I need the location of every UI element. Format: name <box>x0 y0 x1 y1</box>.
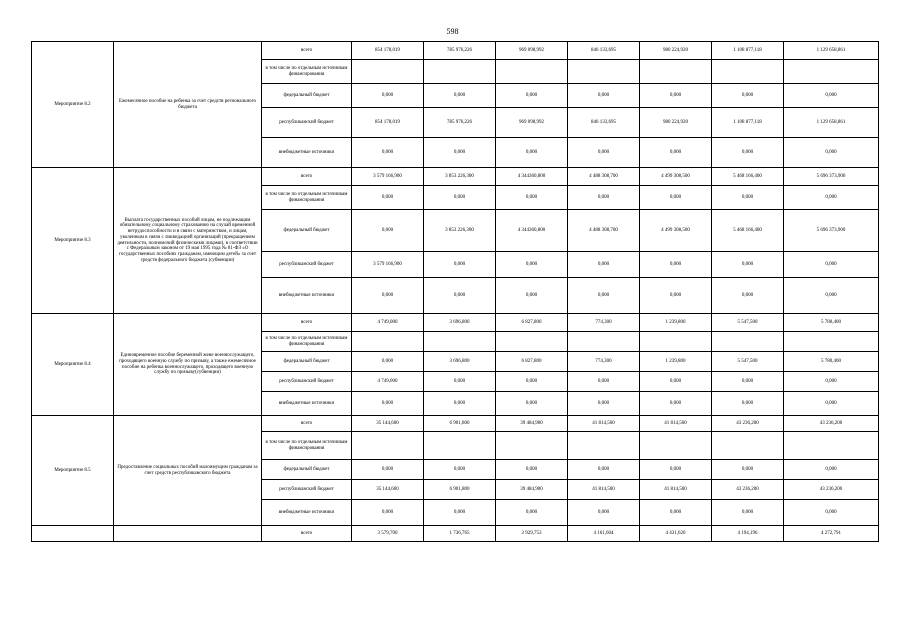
value-cell: 43 236,200 <box>784 480 879 500</box>
value-cell: 3 929,753 <box>496 526 568 542</box>
value-cell: 0,000 <box>496 460 568 480</box>
value-cell: 5 468 166,400 <box>712 210 784 252</box>
value-cell: 4 488 308,700 <box>568 168 640 186</box>
value-cell: 3 579,700 <box>352 526 424 542</box>
value-cell: 0,000 <box>568 84 640 108</box>
value-cell: 0,000 <box>568 278 640 314</box>
value-cell: 0,000 <box>424 138 496 168</box>
description-cell <box>114 526 262 542</box>
value-cell: 4 194,196 <box>712 526 784 542</box>
value-cell: 0,000 <box>712 460 784 480</box>
value-cell: 0,000 <box>784 500 879 526</box>
value-cell: 0,000 <box>352 186 424 210</box>
source-label-cell: внебюджетные источники <box>262 392 352 416</box>
source-label-cell: всего <box>262 314 352 332</box>
value-cell: 0,000 <box>352 460 424 480</box>
value-cell: 4 161,604 <box>568 526 640 542</box>
value-cell: 0,000 <box>424 372 496 392</box>
value-cell: 5 468 166,400 <box>712 168 784 186</box>
value-cell: 0,000 <box>424 500 496 526</box>
description-cell: Ежемесячное пособие на ребенка за счет средств регионального бюджета <box>114 42 262 168</box>
value-cell <box>712 432 784 460</box>
source-label-cell: республиканский бюджет <box>262 108 352 138</box>
source-label-cell: федеральный бюджет <box>262 352 352 372</box>
source-label-cell: в том числе по отдельным источникам финансирования <box>262 60 352 84</box>
value-cell: 0,000 <box>424 84 496 108</box>
source-label-cell: федеральный бюджет <box>262 84 352 108</box>
value-cell: 0,000 <box>496 392 568 416</box>
value-cell <box>496 432 568 460</box>
value-cell: 0,000 <box>568 186 640 210</box>
measure-cell: Мероприятие 8.5 <box>32 416 114 526</box>
value-cell: 1 108 877,118 <box>712 42 784 60</box>
value-cell <box>712 332 784 352</box>
source-label-cell: республиканский бюджет <box>262 372 352 392</box>
measure-cell <box>32 526 114 542</box>
value-cell: 0,000 <box>784 252 879 278</box>
value-cell: 5 547,500 <box>712 352 784 372</box>
value-cell <box>784 60 879 84</box>
value-cell: 5 696 373,900 <box>784 168 879 186</box>
value-cell: 4 499 308,500 <box>640 168 712 186</box>
value-cell <box>424 332 496 352</box>
value-cell <box>640 432 712 460</box>
value-cell: 3 579 166,900 <box>352 252 424 278</box>
table-row <box>32 526 879 542</box>
value-cell: 4 344360,800 <box>496 210 568 252</box>
value-cell: 35 144,600 <box>352 480 424 500</box>
value-cell <box>352 332 424 352</box>
value-cell: 41 814,500 <box>640 480 712 500</box>
value-cell: 1 129 658,861 <box>784 108 879 138</box>
source-label-cell: федеральный бюджет <box>262 210 352 252</box>
value-cell: 0,000 <box>352 84 424 108</box>
value-cell: 0,000 <box>784 392 879 416</box>
value-cell: 3 853 226,300 <box>424 168 496 186</box>
value-cell: 0,000 <box>496 138 568 168</box>
measure-cell: Мероприятие 8.2 <box>32 42 114 168</box>
value-cell: 0,000 <box>352 500 424 526</box>
description-cell: Единовременное пособие беременной жене военнослужащего, проходящего военную службу по призыву, а также ежемесячное пособие на ребенка военнослужащего, проходящего военную службу по призыву(субвенции) <box>114 314 262 416</box>
value-cell <box>352 60 424 84</box>
value-cell: 43 236,200 <box>712 480 784 500</box>
value-cell: 3 696,800 <box>424 314 496 332</box>
value-cell: 0,000 <box>424 186 496 210</box>
value-cell: 3 696,800 <box>424 352 496 372</box>
page-number: 598 <box>446 27 459 36</box>
source-label-cell: республиканский бюджет <box>262 252 352 278</box>
value-cell: 0,000 <box>712 84 784 108</box>
value-cell: 0,000 <box>640 252 712 278</box>
value-cell: 41 814,500 <box>568 480 640 500</box>
value-cell: 0,000 <box>568 138 640 168</box>
value-cell: 969 098,992 <box>496 108 568 138</box>
table-row <box>32 168 879 186</box>
value-cell: 6 827,800 <box>496 314 568 332</box>
value-cell: 6 827,800 <box>496 352 568 372</box>
value-cell <box>496 332 568 352</box>
value-cell: 39 484,900 <box>496 480 568 500</box>
value-cell: 980 224,920 <box>640 42 712 60</box>
value-cell: 5 780,400 <box>784 352 879 372</box>
value-cell <box>784 432 879 460</box>
value-cell: 0,000 <box>352 210 424 252</box>
value-cell: 6 901,800 <box>424 480 496 500</box>
value-cell: 785 976,226 <box>424 108 496 138</box>
table-row <box>32 314 879 332</box>
description-cell: Предоставление социальных пособий малоимущим гражданам за счет средств республиканского бюджета <box>114 416 262 526</box>
value-cell: 0,000 <box>496 278 568 314</box>
value-cell: 0,000 <box>640 460 712 480</box>
source-label-cell: внебюджетные источники <box>262 500 352 526</box>
value-cell: 0,000 <box>496 84 568 108</box>
value-cell: 0,000 <box>640 138 712 168</box>
value-cell: 0,000 <box>784 460 879 480</box>
value-cell: 969 098,992 <box>496 42 568 60</box>
value-cell: 0,000 <box>712 252 784 278</box>
value-cell: 0,000 <box>640 392 712 416</box>
value-cell: 1 736,765 <box>424 526 496 542</box>
value-cell <box>640 60 712 84</box>
value-cell: 0,000 <box>496 500 568 526</box>
value-cell: 0,000 <box>712 392 784 416</box>
value-cell: 0,000 <box>712 500 784 526</box>
value-cell <box>784 332 879 352</box>
source-label-cell: всего <box>262 416 352 432</box>
source-label-cell: всего <box>262 526 352 542</box>
value-cell: 3 853 226,300 <box>424 210 496 252</box>
value-cell: 4 749,000 <box>352 314 424 332</box>
value-cell: 0,000 <box>712 186 784 210</box>
value-cell: 774,300 <box>568 352 640 372</box>
value-cell: 854 178,019 <box>352 108 424 138</box>
value-cell: 0,000 <box>568 392 640 416</box>
value-cell: 4 749,000 <box>352 372 424 392</box>
value-cell: 1 129 658,861 <box>784 42 879 60</box>
description-cell: Выплата государственных пособий лицам, не подлежащим обязательному социальному страхованию на случай временной нетрудоспособности и в связи с материнством, и лицам, уволенным в связи с ликвидацией организаций (прекращением деятельности, полномочий физическими лицами), в соответствии с Федеральным законом от 19 мая 1995 года № 81-ФЗ «О государственных пособиях гражданам, имеющим детей» за счет средств федерального бюджета (субвенции) <box>114 168 262 314</box>
value-cell: 0,000 <box>568 500 640 526</box>
value-cell: 4 344360,800 <box>496 168 568 186</box>
value-cell <box>424 432 496 460</box>
value-cell: 0,000 <box>640 372 712 392</box>
value-cell: 0,000 <box>424 252 496 278</box>
value-cell: 0,000 <box>568 372 640 392</box>
source-label-cell: всего <box>262 168 352 186</box>
value-cell: 0,000 <box>640 500 712 526</box>
value-cell: 4 488 308,700 <box>568 210 640 252</box>
value-cell: 0,000 <box>640 186 712 210</box>
value-cell: 0,000 <box>568 460 640 480</box>
value-cell: 854 178,019 <box>352 42 424 60</box>
source-label-cell: внебюджетные источники <box>262 138 352 168</box>
value-cell: 0,000 <box>352 352 424 372</box>
value-cell: 0,000 <box>784 138 879 168</box>
value-cell <box>424 60 496 84</box>
value-cell: 35 144,600 <box>352 416 424 432</box>
source-label-cell: республиканский бюджет <box>262 480 352 500</box>
source-label-cell: в том числе по отдельным источникам финансирования <box>262 186 352 210</box>
value-cell: 0,000 <box>424 460 496 480</box>
value-cell <box>352 432 424 460</box>
value-cell: 43 236,200 <box>712 416 784 432</box>
value-cell: 4 431,620 <box>640 526 712 542</box>
source-label-cell: в том числе по отдельным источникам финансирования <box>262 332 352 352</box>
value-cell <box>568 332 640 352</box>
value-cell: 3 579 166,900 <box>352 168 424 186</box>
value-cell: 0,000 <box>784 278 879 314</box>
table-row <box>32 42 879 60</box>
financing-table <box>31 41 879 542</box>
value-cell: 0,000 <box>496 186 568 210</box>
value-cell: 1 239,800 <box>640 314 712 332</box>
value-cell: 0,000 <box>352 278 424 314</box>
value-cell: 43 236,200 <box>784 416 879 432</box>
value-cell: 0,000 <box>784 372 879 392</box>
value-cell: 846 133,695 <box>568 108 640 138</box>
value-cell: 0,000 <box>352 392 424 416</box>
value-cell: 41 814,500 <box>640 416 712 432</box>
value-cell: 774,300 <box>568 314 640 332</box>
value-cell <box>640 332 712 352</box>
value-cell: 0,000 <box>424 278 496 314</box>
value-cell: 0,000 <box>352 138 424 168</box>
value-cell: 4 272,791 <box>784 526 879 542</box>
value-cell <box>568 60 640 84</box>
value-cell: 0,000 <box>712 278 784 314</box>
value-cell <box>568 432 640 460</box>
value-cell: 0,000 <box>496 252 568 278</box>
source-label-cell: федеральный бюджет <box>262 460 352 480</box>
source-label-cell: внебюджетные источники <box>262 278 352 314</box>
value-cell: 846 133,695 <box>568 42 640 60</box>
table-row <box>32 416 879 432</box>
value-cell: 785 976,226 <box>424 42 496 60</box>
value-cell: 0,000 <box>784 84 879 108</box>
value-cell: 0,000 <box>640 278 712 314</box>
value-cell: 0,000 <box>568 252 640 278</box>
value-cell: 0,000 <box>712 138 784 168</box>
value-cell: 0,000 <box>640 84 712 108</box>
value-cell: 5 547,500 <box>712 314 784 332</box>
value-cell: 6 901,800 <box>424 416 496 432</box>
value-cell: 5 696 373,900 <box>784 210 879 252</box>
value-cell <box>712 60 784 84</box>
value-cell: 0,000 <box>784 186 879 210</box>
source-label-cell: в том числе по отдельным источникам финансирования <box>262 432 352 460</box>
source-label-cell: всего <box>262 42 352 60</box>
value-cell: 5 780,400 <box>784 314 879 332</box>
value-cell: 41 814,500 <box>568 416 640 432</box>
measure-cell: Мероприятие 8.3 <box>32 168 114 314</box>
value-cell: 0,000 <box>424 392 496 416</box>
value-cell: 0,000 <box>712 372 784 392</box>
value-cell <box>496 60 568 84</box>
value-cell: 0,000 <box>496 372 568 392</box>
value-cell: 4 499 308,500 <box>640 210 712 252</box>
value-cell: 1 239,800 <box>640 352 712 372</box>
value-cell: 980 224,920 <box>640 108 712 138</box>
value-cell: 1 108 877,118 <box>712 108 784 138</box>
value-cell: 39 484,900 <box>496 416 568 432</box>
measure-cell: Мероприятие 8.4 <box>32 314 114 416</box>
